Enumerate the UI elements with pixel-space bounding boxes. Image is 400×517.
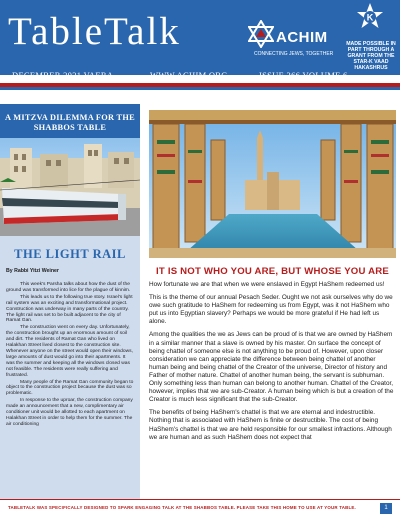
paragraph: The benefits of being HaShem's chattel is that we are eternal and indestructible. Nothing that is associated with HaShem is finite or destructible. The cost of being HaShem's chattel is that we are held responsible for our smallest infractions. Although we are human and as such HaShem does not expect that [149,409,392,441]
paragraph: This leads us to the following true story. Israel's light rail system was an exciting and transformational project. Construction was underway in many parts of the country. The light rail was set to be built adjacent to the city of Ramat Gan. [6,294,133,324]
footer-note: TABLETALK WAS SPECIFICALLY DESIGNED TO SPARK ENGAGING TALK AT THE SHABBOS TABLE. PLEASE TAKE THIS HOME TO USE AT YOUR TABLE. [8,505,356,510]
light-rail-title: THE LIGHT RAIL [14,247,126,261]
footer [0,499,400,517]
header-blue-stripe [0,87,400,90]
star-icon [356,3,384,33]
achim-tagline: CONNECTING JEWS, TOGETHER [254,51,334,57]
achim-logo [254,18,346,58]
website[interactable]: WWW.ACHIM.ORG [150,70,228,80]
issue-number: ISSUE 266 VOLUME 6 [259,70,348,80]
achim-name: ACHIM [276,29,328,46]
paragraph: In response to the uproar, the construction company made an announcement that a new, complimentary air conditioner unit would be allotted to each apartment on Halakhan Street in order to help them for the summer. The air conditioning [6,398,133,427]
brand-title: TableTalk [8,10,181,53]
paragraph: How fortunate we are that when we were enslaved in Egypt HaShem redeemed us! [149,281,385,288]
issue-date: DECEMBER 2021 VAERA [12,70,114,80]
star-letter: K [366,12,374,23]
page-number: 1 [380,503,392,514]
light-rail-article [6,282,134,429]
paragraph: This week's Parsha talks about how the dust of the ground was transformed into lice for the plague of kinnim. [6,282,131,293]
star-of-david-icon [248,20,274,48]
main-article [149,281,395,447]
grant-note: MADE POSSIBLE IN PART THROUGH A GRANT FROM THE STAR-K VAAD HAKASHRUS [346,41,396,71]
paragraph: The construction went on every day. Unfortunately, the construction brought up an enormous amount of soil and dirt. The residents of Ramat Gan who lived on Halakhan Street lived closest to the construction site. Whenever anyone on the street would open their windows, large amounts of dust would go into their apartments. It was the summer and keeping all the windows closed was not feasible. The residents were really suffering and frustrated. [6,325,133,378]
paragraph: Many people of the Ramat Gan community began to object to the construction project because the dust was so problematic. [6,379,134,397]
byline: By Rabbi Yitzi Weiner [6,268,59,274]
egyptian-temple-image [149,110,396,258]
paragraph: Among the qualities the we as Jews can be proud of is that we are owned by HaShem in a similar manner that a slave is owned by his master. On surface the concept of being chattel of someone else is not anything to be proud of. However, upon closer consideration we can appreciate the difference between being chattel of another human being and being chattel of the Creator of the universe, Director of history and Father of mother nature. Chattel of another human being, the servant is subhuman. Only something less than human can belong to another human. Chattel of the Creator, however, implies that we are sub-Creator. A human being which is but a creation of the Creator is much less significant that the sub-Creator. [149,331,394,404]
paragraph: This is the theme of our annual Pesach Seder. Ought we not ask ourselves why do we owe such gratitude to HaShem for redeeming us from Egypt, was it not HaShem who put us into Egyptian slavery? Perhaps we would be more grateful if He had left us alone. [149,294,393,326]
star-k-logo [356,3,384,33]
masthead [0,0,400,80]
main-article-title: IT IS NOT WHO YOU ARE, BUT WHOSE YOU ARE [156,266,389,277]
tram-photo [0,138,140,236]
sidebar-heading: A MITZVA DILEMMA FOR THE SHABBOS TABLE [0,104,140,138]
